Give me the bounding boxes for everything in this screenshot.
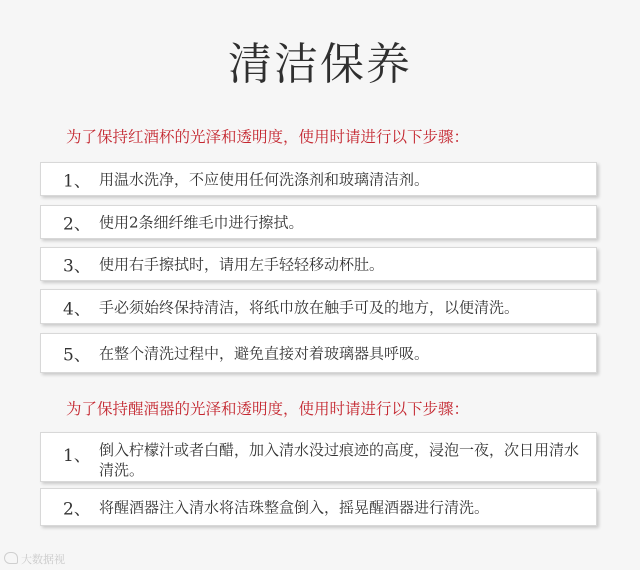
step-text: 用温水洗净，不应使用任何洗涤剂和玻璃清洁剂。 xyxy=(99,170,430,189)
watermark xyxy=(4,551,65,567)
step-text: 使用2条细纤维毛巾进行擦拭。 xyxy=(99,213,304,232)
wineglass-section-heading: 为了保持红酒杯的光泽和透明度，使用时请进行以下步骤： xyxy=(66,128,470,146)
step-number: 4、 xyxy=(63,299,91,319)
page-title: 清洁保养 xyxy=(228,39,412,90)
step-number: 1、 xyxy=(63,446,91,466)
step-number: 2、 xyxy=(63,214,91,235)
decanter-step-1 xyxy=(40,432,597,482)
step-number: 5、 xyxy=(63,345,91,366)
step-text: 在整个清洗过程中，避免直接对着玻璃器具呼吸。 xyxy=(99,344,430,363)
watermark-logo-icon xyxy=(4,552,18,564)
wineglass-step-4 xyxy=(40,289,597,324)
step-text: 手必须始终保持清洁，将纸巾放在触手可及的地方，以便清洗。 xyxy=(99,298,520,316)
step-number: 1、 xyxy=(63,171,91,192)
step-text: 将醒酒器注入清水将洁珠整盒倒入，摇晃醒酒器进行清洗。 xyxy=(99,498,490,517)
wineglass-step-2 xyxy=(40,205,597,239)
watermark-text: 大数据视 xyxy=(21,553,65,566)
decanter-step-2 xyxy=(40,488,597,526)
step-number: 2、 xyxy=(63,499,91,520)
decanter-section-heading: 为了保持醒酒器的光泽和透明度，使用时请进行以下步骤： xyxy=(66,400,470,418)
step-text: 使用右手擦拭时，请用左手轻轻移动杯肚。 xyxy=(99,255,385,274)
wineglass-step-3 xyxy=(40,247,597,281)
step-number: 3、 xyxy=(63,256,91,277)
step-text: 倒入柠檬汁或者白醋，加入清水没过痕迹的高度，浸泡一夜，次日用清水清洗。 xyxy=(99,441,580,479)
wineglass-step-5 xyxy=(40,333,597,373)
wineglass-step-1 xyxy=(40,162,597,196)
